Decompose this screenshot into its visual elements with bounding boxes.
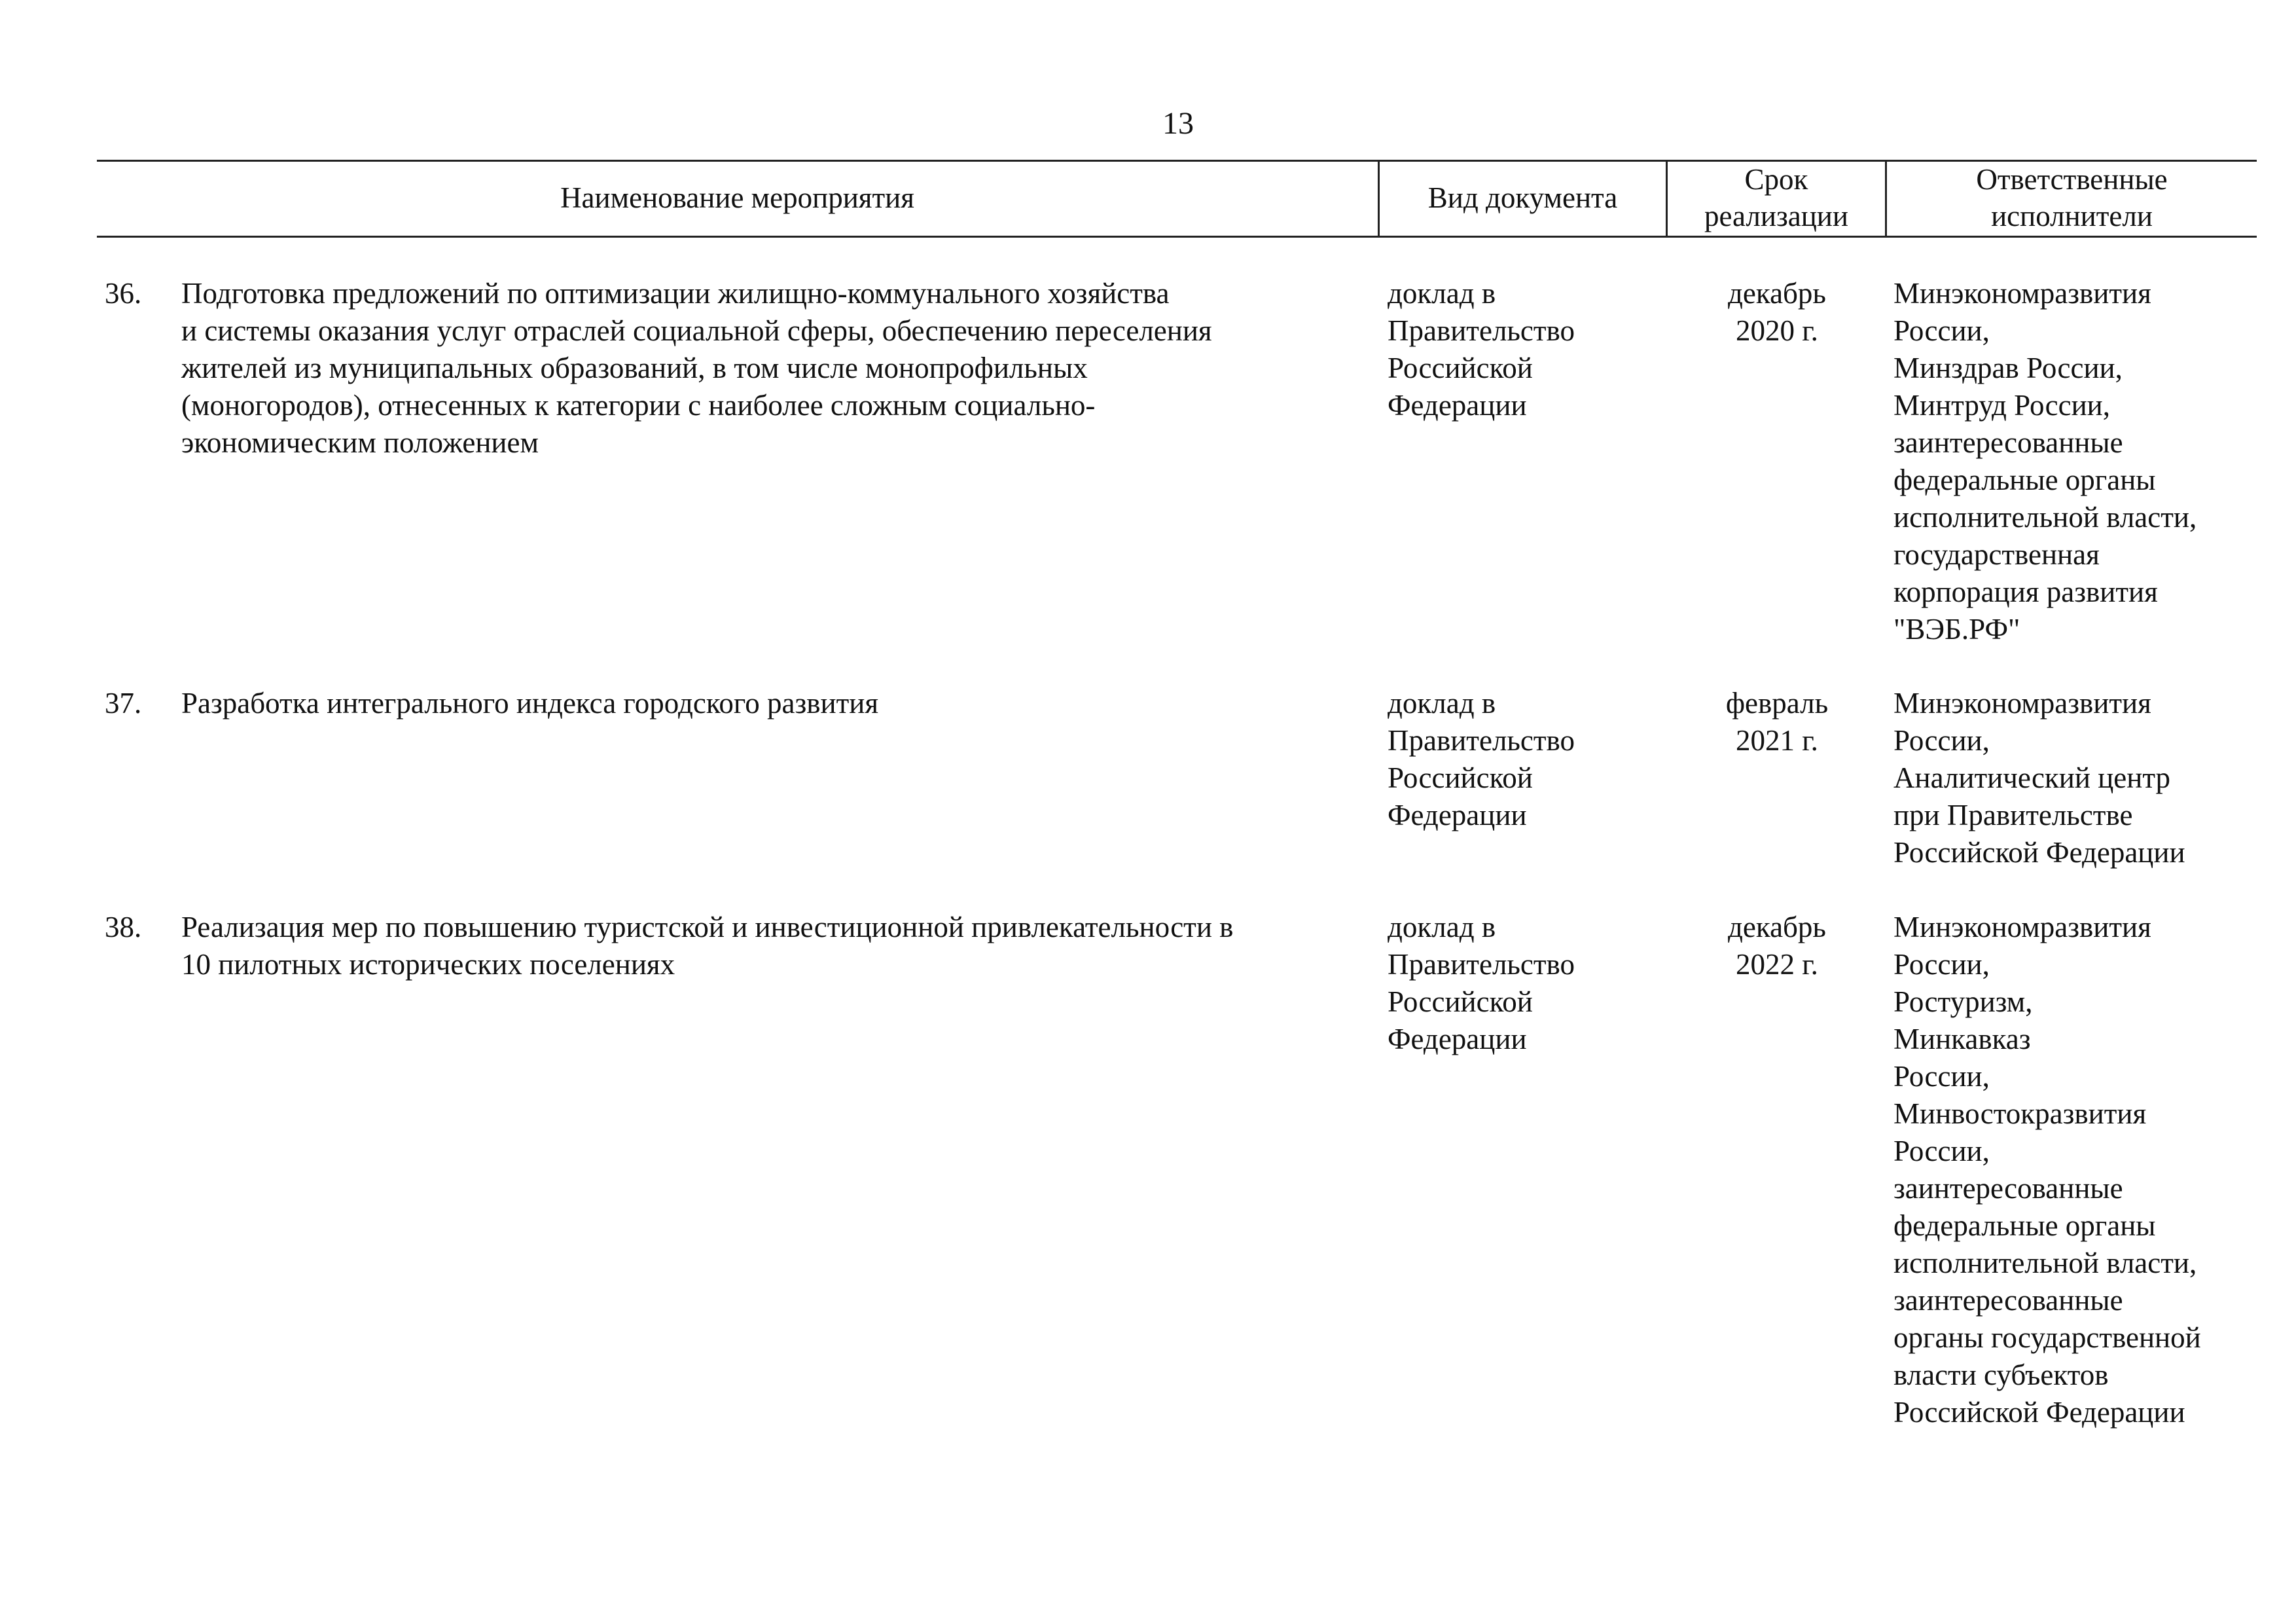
activity-name-line: Разработка интегрального индекса городского развития xyxy=(181,687,879,720)
executor-line: корпорация развития xyxy=(1893,575,2158,608)
column-header-executors-line: Ответственные xyxy=(1976,163,2168,196)
executor-line: Минэкономразвития xyxy=(1893,277,2151,310)
row-doc-type xyxy=(1388,909,1662,1058)
activity-name-line: экономическим положением xyxy=(181,426,539,459)
executor-line: власти субъектов xyxy=(1893,1359,2109,1391)
row-executors xyxy=(1893,275,2260,648)
term-line: 2022 г. xyxy=(1736,948,1818,981)
row-term xyxy=(1669,685,1885,759)
row-number: 37. xyxy=(105,687,142,720)
row-activity-name xyxy=(181,685,1372,722)
term-line: февраль xyxy=(1725,687,1829,720)
executor-line: федеральные органы xyxy=(1893,1209,2156,1242)
executor-line: федеральные органы xyxy=(1893,464,2156,496)
executor-line: Минздрав России, xyxy=(1893,352,2123,384)
row-executors xyxy=(1893,685,2260,871)
executor-line: государственная xyxy=(1893,538,2100,571)
executor-line: заинтересованные xyxy=(1893,1172,2123,1205)
column-header-executors xyxy=(1887,160,2257,236)
row-number: 38. xyxy=(105,911,142,943)
column-header-term-line: реализации xyxy=(1704,200,1848,232)
executor-line: Минкавказ xyxy=(1893,1023,2031,1055)
executor-line: Аналитический центр xyxy=(1893,761,2171,794)
executor-line: органы государственной xyxy=(1893,1321,2201,1354)
row-activity-name xyxy=(181,909,1372,983)
doc-type-line: доклад в xyxy=(1388,277,1496,310)
executor-line: России, xyxy=(1893,1060,1990,1093)
row-activity-name xyxy=(181,275,1372,462)
doc-type-line: Правительство xyxy=(1388,314,1575,347)
doc-type-line: Российской xyxy=(1388,352,1533,384)
doc-type-line: Правительство xyxy=(1388,724,1575,757)
executor-line: Минэкономразвития xyxy=(1893,687,2151,720)
column-header-name xyxy=(97,160,1378,236)
executor-line: России, xyxy=(1893,724,1990,757)
executor-line: России, xyxy=(1893,1135,1990,1167)
column-header-name-text: Наименование мероприятия xyxy=(560,181,914,214)
executor-line: "ВЭБ.РФ" xyxy=(1893,613,2020,646)
row-doc-type xyxy=(1388,275,1662,424)
executor-line: России, xyxy=(1893,314,1990,347)
activity-name-line: Подготовка предложений по оптимизации жилищно-коммунального хозяйства xyxy=(181,277,1170,310)
doc-type-line: Федерации xyxy=(1388,1023,1527,1055)
executor-line: исполнительной власти, xyxy=(1893,1247,2197,1279)
column-header-executors-line: исполнители xyxy=(1991,200,2153,232)
executor-line: России, xyxy=(1893,948,1990,981)
executor-line: исполнительной власти, xyxy=(1893,501,2197,534)
executor-line: Минтруд России, xyxy=(1893,389,2110,422)
column-header-term-line: Срок xyxy=(1744,163,1808,196)
term-line: декабрь xyxy=(1728,277,1826,310)
executor-line: заинтересованные xyxy=(1893,1284,2123,1317)
column-header-doc-type-text: Вид документа xyxy=(1427,181,1618,214)
executor-line: Минвостокразвития xyxy=(1893,1097,2147,1130)
executor-line: при Правительстве xyxy=(1893,799,2133,831)
activity-name-line: (моногородов), отнесенных к категории с наиболее сложным социально- xyxy=(181,389,1096,422)
row-doc-type xyxy=(1388,685,1662,834)
doc-type-line: Российской xyxy=(1388,985,1533,1018)
column-header-doc-type xyxy=(1380,160,1666,236)
page-number: 13 xyxy=(1162,106,1194,141)
table-header-bottom-rule xyxy=(97,236,2257,238)
term-line: 2020 г. xyxy=(1736,314,1818,347)
doc-type-line: доклад в xyxy=(1388,911,1496,943)
executor-line: Российской Федерации xyxy=(1893,1396,2185,1429)
term-line: декабрь xyxy=(1728,911,1826,943)
doc-type-line: Российской xyxy=(1388,761,1533,794)
row-term xyxy=(1669,275,1885,350)
column-header-term xyxy=(1668,160,1885,236)
doc-type-line: доклад в xyxy=(1388,687,1496,720)
executor-line: Российской Федерации xyxy=(1893,836,2185,869)
doc-type-line: Федерации xyxy=(1388,389,1527,422)
executor-line: Ростуризм, xyxy=(1893,985,2033,1018)
activity-name-line: жителей из муниципальных образований, в том числе монопрофильных xyxy=(181,352,1088,384)
activity-name-line: Реализация мер по повышению туристской и инвестиционной привлекательности в xyxy=(181,911,1234,943)
doc-type-line: Федерации xyxy=(1388,799,1527,831)
activity-name-line: 10 пилотных исторических поселениях xyxy=(181,948,675,981)
executor-line: заинтересованные xyxy=(1893,426,2123,459)
activity-name-line: и системы оказания услуг отраслей социальной сферы, обеспечению переселения xyxy=(181,314,1212,347)
term-line: 2021 г. xyxy=(1736,724,1818,757)
executor-line: Минэкономразвития xyxy=(1893,911,2151,943)
doc-type-line: Правительство xyxy=(1388,948,1575,981)
row-term xyxy=(1669,909,1885,983)
row-number: 36. xyxy=(105,277,142,310)
row-executors xyxy=(1893,909,2260,1431)
